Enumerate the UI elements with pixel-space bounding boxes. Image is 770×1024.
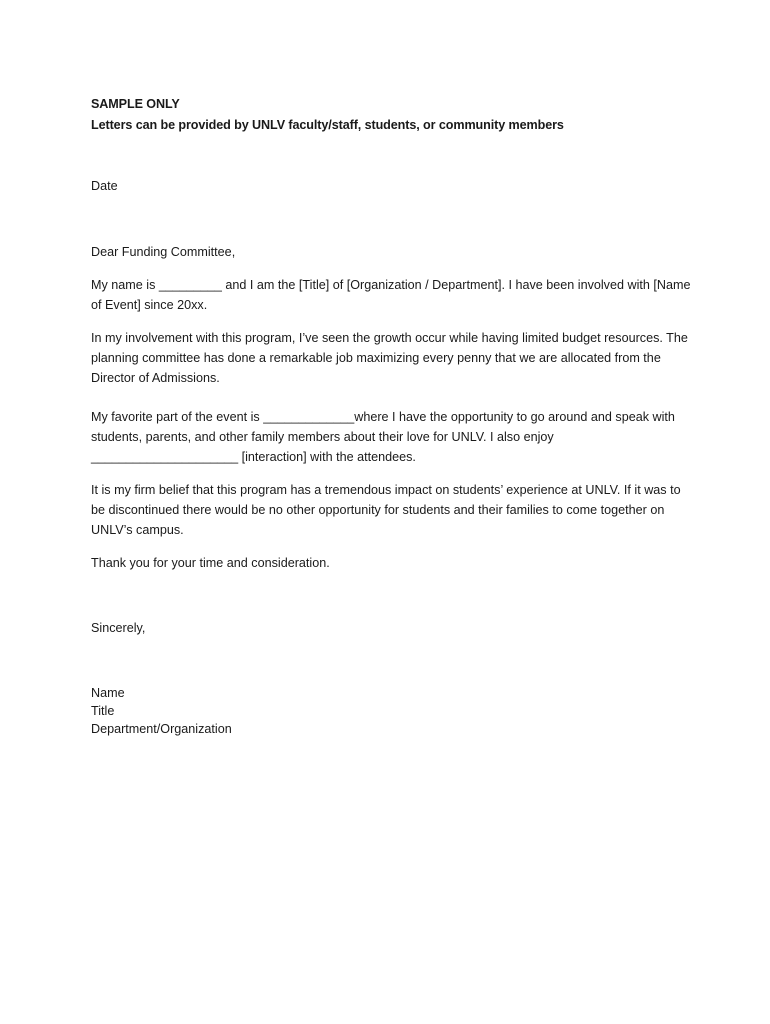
paragraph-involvement: In my involvement with this program, I’ve seen the growth occur while having limited budget resources. The planning committee has done a remarkable job maximizing every penny that we are allocated from the Director of Admissions.	[91, 331, 688, 385]
paragraph-belief: It is my firm belief that this program has a tremendous impact on students’ experience at UNLV. If it was to be discontinued there would be no other opportunity for students and their families to come together on UNLV’s campus.	[91, 483, 681, 537]
paragraph-favorite-part: My favorite part of the event is _____________where I have the opportunity to go around and speak with students, parents, and other family members about their love for UNLV. I also enjoy _____________________ [interaction] with the attendees.	[91, 410, 675, 464]
paragraph-thanks: Thank you for your time and consideration.	[91, 556, 330, 570]
signature-title: Title	[91, 704, 115, 718]
paragraph-introduction: My name is _________ and I am the [Title] of [Organization / Department]. I have been involved with [Name of Event] since 20xx.	[91, 278, 691, 312]
signature-department: Department/Organization	[91, 722, 232, 736]
letter-subtitle: Letters can be provided by UNLV faculty/staff, students, or community members	[91, 118, 564, 132]
letter-body	[91, 94, 691, 738]
salutation: Dear Funding Committee,	[91, 245, 236, 259]
closing: Sincerely,	[91, 621, 146, 635]
date-line: Date	[91, 179, 118, 193]
signature-block	[91, 684, 691, 738]
signature-name: Name	[91, 686, 125, 700]
sample-only-label: SAMPLE ONLY	[91, 97, 180, 111]
